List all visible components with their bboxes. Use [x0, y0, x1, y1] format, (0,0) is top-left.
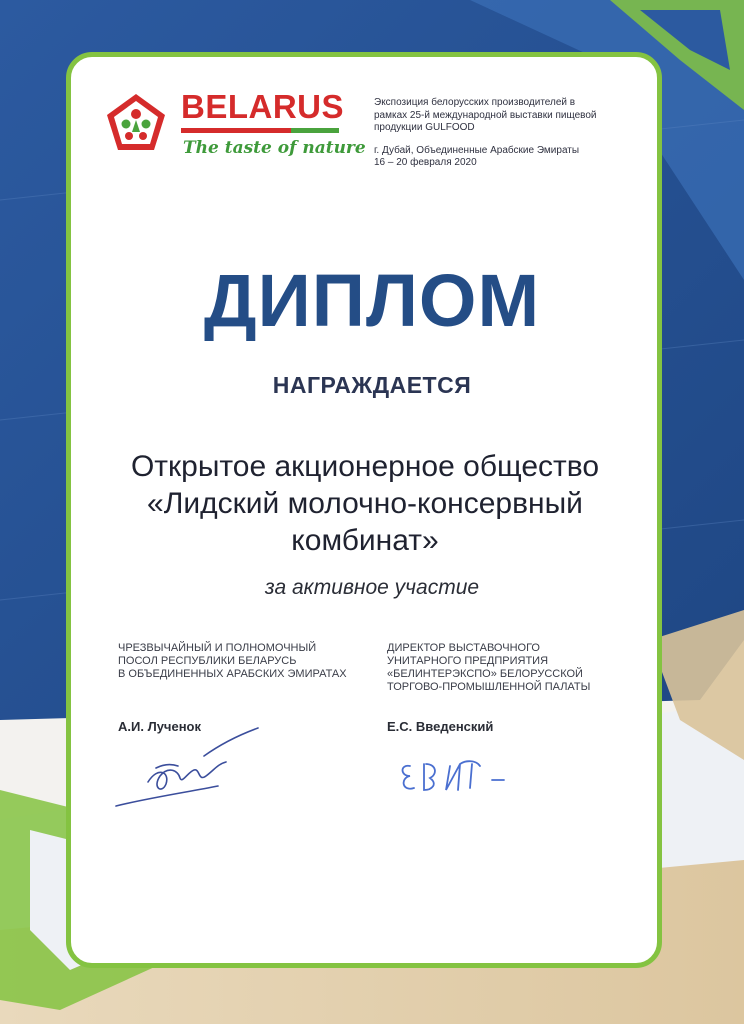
recipient-name	[70, 448, 660, 559]
belarus-pentagon-logo-icon	[105, 92, 167, 154]
expo-line-1: Экспозиция белорусских производителей в	[374, 97, 576, 108]
brand-slogan: The taste of nature	[183, 138, 366, 158]
signatory-2-name: Е.С. Введенский	[387, 719, 494, 734]
signatory-2-title-line: УНИТАРНОГО ПРЕДПРИЯТИЯ	[387, 655, 549, 667]
awarded-label: НАГРАЖДАЕТСЯ	[272, 372, 472, 398]
expo-dates: 16 – 20 февраля 2020	[374, 157, 477, 168]
recipient-line-3: комбинат»	[291, 524, 439, 557]
brand-underline	[181, 128, 339, 133]
brand-name: BELARUS	[181, 88, 345, 125]
expo-line-2: рамках 25-й международной выставки пищевой	[374, 109, 597, 121]
signatory-1-title	[118, 642, 378, 681]
signatory-2-title-line: «БЕЛИНТЕРЭКСПО» БЕЛОРУССКОЙ	[387, 668, 583, 680]
signature-1-icon	[108, 726, 268, 816]
signatory-1-title-line: В ОБЪЕДИНЕННЫХ АРАБСКИХ ЭМИРАТАХ	[118, 668, 347, 680]
signatory-1-name: А.И. Лученок	[118, 719, 201, 734]
signatory-1-title-line: ЧРЕЗВЫЧАЙНЫЙ И ПОЛНОМОЧНЫЙ	[118, 642, 317, 654]
recipient-line-2: «Лидский молочно-консервный	[147, 487, 583, 520]
award-reason: за активное участие	[264, 576, 480, 599]
expo-line-3: продукции GULFOOD	[374, 122, 475, 133]
signature-2-icon	[396, 752, 526, 800]
signatory-1-title-line: ПОСОЛ РЕСПУБЛИКИ БЕЛАРУСЬ	[118, 655, 297, 667]
expo-info	[374, 97, 624, 170]
recipient-line-1: Открытое акционерное общество	[130, 450, 600, 483]
signatory-2-title-line: ДИРЕКТОР ВЫСТАВОЧНОГО	[387, 642, 540, 654]
diploma-title: ДИПЛОМ	[203, 259, 541, 342]
signatory-2-title	[387, 642, 657, 694]
expo-location: г. Дубай, Объединенные Арабские Эмираты	[374, 144, 580, 156]
signatory-2-title-line: ТОРГОВО-ПРОМЫШЛЕННОЙ ПАЛАТЫ	[387, 681, 591, 693]
